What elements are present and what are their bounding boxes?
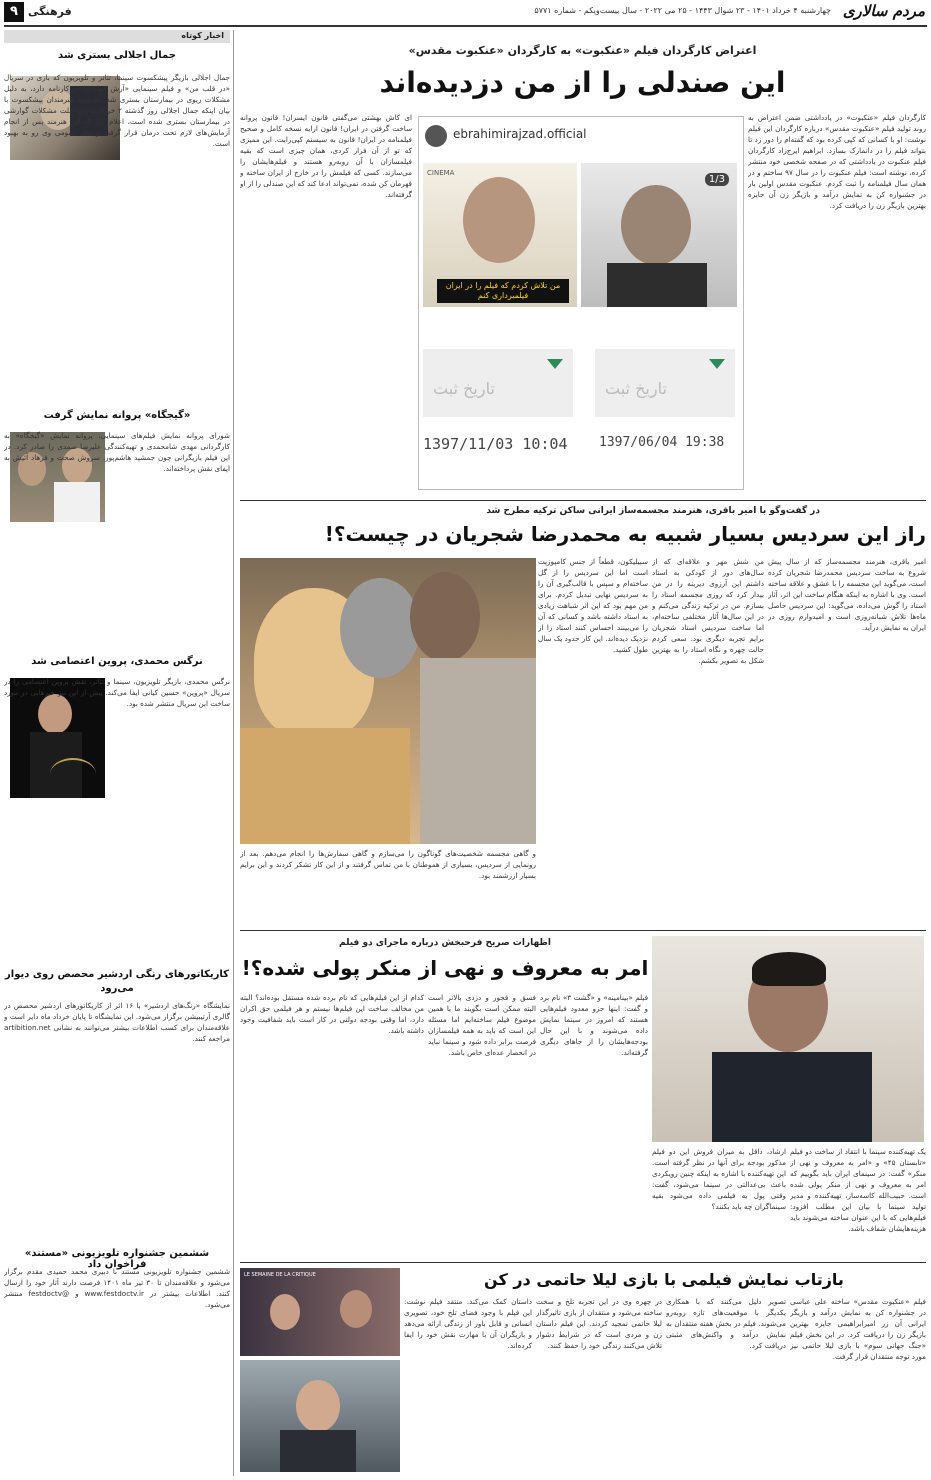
masthead-dateline: چهارشنبه ۴ خرداد ۱۴۰۱ - ۲۳ شوال ۱۴۴۳ - ۲۵ می ۲۰۲۲ - سال بیست‌و‌یکم - شماره ۵۷۷۱: [534, 6, 831, 15]
stamp-label: تاریخ ثبت: [433, 379, 495, 398]
masthead: [0, 0, 931, 24]
masthead-logo: مردم سالاری: [842, 2, 925, 20]
sidebar-item-body: جمال اجلالی بازیگر پیشکسوت سینما، تئاتر و تلویزیون که بازی در سریال «در قلب من» و فیلم سینمایی «آرش تنها» را در کارنامه دارد، به دلیل مشکلات ریوی در بیمارستان بستری شد. موسسه هنرمندان پیشکسوت با بیان اینکه جمال اجلالی روز گذشته ۲ خرداد ماه به علت مشکلات گوارشی در بیمارستان بستری شده است، اعلام کرد که این هنرمند پس از انجام آزمایش‌های لازم تحت درمان قرار گرفت و حال عمومی وی رو به بهبود است.: [4, 73, 230, 148]
registration-date-left: 1397/11/03 10:04: [423, 435, 568, 453]
farahbakhsh-photo: [652, 936, 924, 1142]
page-number-box: [4, 2, 24, 22]
sidebar-item-title: کاریکاتورهای رنگی اردشیر محصص روی دیوار می‌رود: [5, 969, 229, 994]
article1-body-col1: کارگردان فیلم «عنکبوت» در یادداشتی ضمن اعتراض به روند تولید فیلم «عنکبوت مقدس» درباره کارگردان این فیلم نوشت: او با کسانی که کپی کرده بود که گفته‌ام را دور زد تا بتواند فیلم را در دانمارک بسازد. ابراهیم ایرج‌زاد کارگردان فیلم عنکبوت در یادداشتی که در صفحه شخصی خود منتشر کرده، نوشته است: فیلم عنکبوت را در سال ۹۷ ساختم و در همان سال فیلمنامه را ثبت کردم. عنکبوت مقدس اولین بار در جشنواره کن به نمایش درآمد و بازیگر زن آن جایزه بهترین بازیگر زن را دریافت کرد.: [748, 113, 926, 210]
article3-kicker: اظهارات صریح فرحبخش درباره ماجرای دو فیلم: [339, 938, 551, 948]
sidebar-item-title: جمال اجلالی بستری شد: [58, 50, 176, 61]
director-photo-right: [581, 163, 737, 307]
festival-badge: LE SEMAINE DE LA CRITIQUE: [244, 1272, 316, 1278]
article3-body-col2: ارشاد، داقل به میزان فروش این دو فیلم مذکور بودجه برای آنها در نظر گرفته است. این تهیه‌کننده با اشاره به اینکه چنین رویکردی باعث بی‌عدالتی در سینما می‌شود، گفت: وقتی پول به فیلمی داده می‌شود بقیه سینماگران چه باید بکنند؟: [652, 1147, 786, 1211]
article2-body-col3: سبیلیکون، قطعاً از جنس کامپوزیت است اما این سردیس را از گل ساخته‌ام و سپس با قالب‌گیری آن را به سردیس نهایی تبدیل کردم. برای من مهم بود که این اثر شباهت زیادی به استاد داشته باشد و کسانی که آن را می‌بینند احساس کنند استاد را از نزدیک دیده‌اند. این کار حدود یک سال طول کشید.: [538, 557, 648, 654]
article4-body-col3: در چهره وی در این تجربه تلخ و سخت ساخته می‌شود و منتقدان از بازی تاثیرگذار لیلا حاتمی تمجید کردند. این فیلم داستان زن و مردی است که در شرایط دشوار تلاش می‌کنند زندگی خود را حفظ کنند.: [536, 1297, 662, 1350]
article3-body-col4: فسق و فجور و دزدی بالاتر است البته ممکن است بگویند ما با همین موضوع فیلم ساخته‌ایم اما مسئله این است که باید به همه فیلمسازان فرصت برابر داده شود و سینما نباید در انحصار عده‌ای خاص باشد.: [428, 993, 536, 1057]
leila-hatami-photo: [240, 1360, 400, 1472]
sidebar-item-title: ششمین جشنواره تلویزیونی «مستند» فراخوان داد: [24, 1248, 210, 1270]
insta-avatar: [425, 125, 447, 147]
stamp-label: تاریخ ثبت: [605, 379, 667, 398]
article1-headline: این صندلی را از من دزدیده‌اند: [379, 66, 786, 99]
cannes-film-still: [240, 1268, 400, 1356]
article1-bottom-rule: [240, 500, 926, 501]
article2-body-col1: امیر باقری، هنرمند مجسمه‌ساز که از سال پیش شروع به ساخت سردیس محمدرضا شجریان کرده است، می‌گوید این مجسمه را با عشق و علاقه ساخته است. وی با اشاره به اینکه هنگام ساخت این اثر، آثار استاد را گوش می‌داده، می‌گوید: این سردیس حاصل ماه‌ها تلاش شبانه‌روزی است و امیدوارم روزی در ایران به نمایش درآید.: [768, 557, 926, 632]
article1-body-col2: ای کاش بهشتی می‌گفتی قانون ایسران! قانون پروانه ساخت گرفتن در ایران! قانون ارایه نسخه کامل و صحیح فیلمنامه در ایران! قانون به سیستم کپی‌رایت. این ممیزی که تو از آن فرار کردی، همان چیزی است که بقیه فیلمسازان با آن روبه‌رو هستند و فیلم‌هایشان را می‌سازند. کسی که فیلمش را در خارج از ایران ساخته و قهرمان کن شده، نمی‌تواند ادعا کند که این صندلی را از او گرفته‌اند.: [240, 113, 412, 199]
registration-stamp-right: [595, 349, 735, 417]
sidebar-item-body: ششمین جشنواره تلویزیونی مستند با دبیری محمد حمیدی مقدم برگزار می‌شود و علاقه‌مندان تا ۳۰ تیر ماه ۱۴۰۱ فرصت دارند آثار خود را ارسال کنند. اطلاعات بیشتر در www.festdoctv.ir و @festdoctv منتشر می‌شود.: [4, 1267, 230, 1309]
masthead-section: فرهنگی: [28, 5, 72, 18]
article4-headline: بازتاب نمایش فیلمی با بازی لیلا حاتمی در کن: [484, 1270, 844, 1289]
sidebar-item-title: «گیجگاه» پروانه نمایش گرفت: [43, 410, 191, 421]
sidebar-item-title: نرگس محمدی، پروین اعتصامی شد: [31, 656, 203, 667]
sidebar-item-body: شورای پروانه نمایش فیلم‌های سینمایی، پروانه نمایش «گیجگاه» به کارگردانی مهدی شامحمدی و تهیه‌کنندگی علیرضا صمدی را صادر کرد. در این فیلم بازیگرانی چون جمشید هاشم‌پور، سروش صحت و فرهاد آئیش به ایفای نقش پرداخته‌اند.: [4, 431, 230, 473]
article4-body-col2: تصویر دلیل می‌کنند که با همکاری یکدیگر با موقعیت‌های تازه روبه‌رو می‌شوند. فیلم در بخش هفته منتقدان به نمایش درآمد و واکنش‌های مثبتی دریافت کرد.: [666, 1297, 786, 1350]
article4-body-col1: فیلم «عنکبوت مقدس» ساخته علی عباسی در جشنواره کن به نمایش درآمد و بازیگر ایرانی آن زر امیرابراهیمی جایزه بهترین بازیگر زن را دریافت کرد. در این بخش فیلم «جنگ جهانی سوم» با بازی لیلا حاتمی نیز مورد توجه منتقدان قرار گرفت.: [790, 1297, 926, 1361]
article1-kicker: اعتراض کارگردان فیلم «عنکبوت» به کارگردان «عنکبوت مقدس»: [408, 44, 757, 57]
sidebar-item-body: نرگس محمدی، بازیگر تلویزیون، سینما و تئاتر، نقش پروین اعتصامی را در سریال «پروین» حسین کیانی ایفا می‌کند. پیش از این نیز خبرهایی در مورد ساخت این سریال منتشر شده بود.: [4, 677, 230, 708]
article3-bottom-rule: [240, 1262, 926, 1263]
shajarian-bust-photo: [240, 558, 536, 844]
article2-headline: راز این سردیس بسیار شبیه به محمدرضا شجریان در چیست؟!: [324, 522, 926, 546]
photo-counter: 1/3: [705, 173, 729, 186]
cinema-badge: CINEMA: [427, 169, 455, 177]
article4-body-col4: داستان کمک می‌کند. منتقد فیلم نوشت: این فیلم با وجود فضای تلخ خود، تصویری انسانی و قابل باور از زندگی ارائه می‌دهد و بازیگران آن با مهارت نقش خود را ایفا کرده‌اند.: [404, 1297, 532, 1350]
sidebar-item-body: نمایشگاه «رنگ‌های اردشیر» با ۱۶ اثر از کاریکاتورهای اردشیر محصص در گالری آرتیبیشن برگزار می‌شود. این نمایشگاه تا پایان خرداد ماه دایر است و علاقه‌مندان برای کسب اطلاعات بیشتر می‌توانند به نشانی artibition.net مراجعه کنند.: [4, 1001, 230, 1043]
instagram-screenshot: [418, 116, 744, 490]
article2-bottom-rule: [240, 930, 926, 931]
registration-stamp-left: [423, 349, 573, 417]
article2-body-col2: من شش مهر و علاقه‌ای که از سال‌های دور از کودکی به استاد داشتم این آرزوی دیرینه را در من بیدار کرد که روزی مجسمه استاد را بسازم. من در ترکیه زندگی می‌کنم و در این سال‌ها آثار مختلفی ساخته‌ام، اما ساخت سردیس استاد شجریان برایم تجربه دیگری بود. سعی کردم حالت چهره و نگاه استاد را به بهترین شکل به تصویر بکشم.: [652, 557, 764, 665]
masthead-rule: [4, 25, 927, 27]
sidebar-header: اخبار کوتاه: [181, 31, 224, 40]
article2-body-col4: و گاهی مجسمه شخصیت‌های گوناگون را می‌سازم و گاهی سفارش‌ها را انجام می‌دهم. بعد از رونمایی از سردیس، بسیاری از هموطنان با من تماس گرفتند و از این کار تشکر کردند و این برایم بسیار ارزشمند بود.: [240, 849, 536, 880]
page-number: ۹: [10, 4, 18, 19]
article3-body-col5: کدام از این فیلم‌هایی که نام برده شده مستقل بوده‌اند؟ البته من مخالف ساخت این فیلم‌ها نیستم و هر فیلمی حق اکران دارد، اما وقتی بودجه دولتی در کار است باید شفافیت وجود داشته باشد.: [240, 993, 424, 1035]
article3-body-col3: فیلم «بینامینه» و «گشت ۳» نام برد و گفت: اینها جزو معدود فیلم‌هایی هستند که امروز در سینما نمایش داده می‌شوند و با این حال بودجه‌هایشان را از جاهای دیگری گرفته‌اند.: [540, 993, 648, 1057]
sidebar-header-bar: [4, 30, 230, 43]
registration-date-right: 1397/06/04 19:38: [599, 435, 725, 450]
article3-headline: امر به معروف و نهی از منکر پولی شده؟!: [241, 956, 649, 980]
article2-kicker: در گفت‌وگو با امیر باقری، هنرمند مجسمه‌ساز ایرانی ساکن ترکیه مطرح شد: [486, 506, 820, 516]
caption-overlay: من تلاش کردم که فیلم را در ایران فیلمبرداری کنم: [437, 279, 569, 303]
sidebar-divider: [233, 30, 234, 1476]
insta-handle: ebrahimirajzad.official: [453, 127, 587, 141]
director-photo-left: [423, 163, 577, 307]
article3-body-col1: یک تهیه‌کننده سینما با انتقاد از ساخت دو فیلم «تابستان ۴۵» و «امر به معروف و نهی از منکر» گفت: در سینمای ایران باید بگوییم که امر به معروف و نهی از منکر پولی شده است. حبیب‌الله کاسه‌ساز، تهیه‌کننده و مدیر تولید سینما با بیان این مطلب افزود: فیلم‌هایی که با این عنوان ساخته می‌شوند باید هزینه‌هایشان شفاف باشد.: [790, 1147, 926, 1233]
